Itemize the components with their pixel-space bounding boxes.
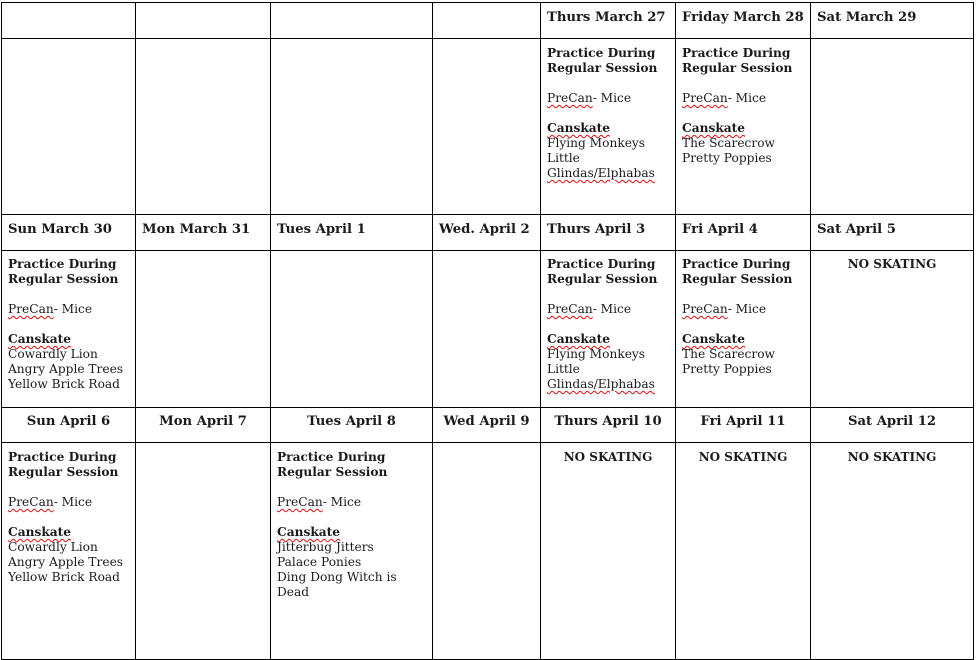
date-header-cell: Tues April 8 — [271, 408, 433, 443]
date-header-cell: Tues April 1 — [271, 215, 433, 251]
date-header-cell: Thurs April 10 — [541, 408, 676, 443]
skate-group — [547, 377, 669, 392]
schedule-calendar-table — [1, 2, 974, 660]
precan-group — [8, 302, 129, 317]
canskate-heading — [682, 332, 804, 347]
session-title: Practice During Regular Session — [547, 46, 658, 75]
date-header-cell: Mon April 7 — [136, 408, 271, 443]
date-header-cell: Thurs March 27 — [541, 3, 676, 39]
date-header-row — [2, 3, 974, 39]
canskate-label: Canskate — [682, 121, 746, 135]
skate-group: Palace Ponies — [277, 555, 362, 569]
precan-group-name: - Mice — [322, 495, 362, 509]
canskate-label: Canskate — [547, 332, 611, 346]
date-header-cell — [136, 3, 271, 39]
canskate-label: Canskate — [547, 121, 611, 135]
date-header-cell: Sat April 5 — [811, 215, 974, 251]
date-header-row — [2, 215, 974, 251]
canskate-label: Canskate — [277, 525, 341, 539]
skate-group-name: Glindas/Elphabas — [547, 377, 655, 391]
date-header-cell: Sun April 6 — [2, 408, 136, 443]
precan-group — [547, 91, 669, 106]
day-cell — [676, 251, 811, 408]
skate-group: Cowardly Lion — [8, 347, 98, 361]
session-title: Practice During Regular Session — [8, 257, 119, 286]
session-title: Practice During Regular Session — [547, 257, 658, 286]
no-skating-note: NO SKATING — [698, 450, 788, 464]
day-content-row — [2, 39, 974, 215]
canskate-heading — [547, 332, 669, 347]
precan-group — [547, 302, 669, 317]
day-cell — [2, 251, 136, 408]
skate-group: Flying Monkeys — [547, 136, 646, 150]
skate-group: Angry Apple Trees — [8, 555, 124, 569]
precan-group-name: - Mice — [53, 302, 93, 316]
precan-label: PreCan — [547, 302, 593, 316]
canskate-heading — [277, 525, 426, 540]
precan-label: PreCan — [8, 495, 54, 509]
precan-group — [682, 302, 804, 317]
skate-group: The Scarecrow — [682, 347, 775, 361]
date-header-cell: Sat April 12 — [811, 408, 974, 443]
date-header-cell: Fri April 11 — [676, 408, 811, 443]
precan-label: PreCan — [547, 91, 593, 105]
day-cell — [676, 39, 811, 215]
day-cell — [2, 39, 136, 215]
date-header-cell — [2, 3, 136, 39]
date-header-cell: Fri April 4 — [676, 215, 811, 251]
date-header-cell: Wed. April 2 — [433, 215, 541, 251]
day-cell — [676, 443, 811, 660]
date-header-cell: Mon March 31 — [136, 215, 271, 251]
skate-group: The Scarecrow — [682, 136, 775, 150]
precan-label: PreCan — [682, 91, 728, 105]
canskate-label: Canskate — [8, 525, 72, 539]
session-title: Practice During Regular Session — [277, 450, 388, 479]
day-cell — [271, 251, 433, 408]
no-skating-note: NO SKATING — [847, 257, 937, 271]
precan-group — [8, 495, 129, 510]
canskate-heading — [682, 121, 804, 136]
skate-group — [547, 166, 669, 181]
session-title: Practice During Regular Session — [682, 257, 793, 286]
date-header-cell — [433, 3, 541, 39]
canskate-heading — [8, 332, 129, 347]
day-cell — [136, 251, 271, 408]
skate-group: Jitterbug Jitters — [277, 540, 374, 554]
day-cell — [811, 443, 974, 660]
skate-group: Yellow Brick Road — [8, 377, 120, 391]
day-cell — [541, 251, 676, 408]
precan-label: PreCan — [8, 302, 54, 316]
day-cell — [271, 39, 433, 215]
skate-group: Little — [547, 151, 580, 165]
day-cell — [136, 443, 271, 660]
precan-group-name: - Mice — [727, 302, 767, 316]
skate-group: Pretty Poppies — [682, 151, 772, 165]
day-content-row — [2, 251, 974, 408]
skate-group: Cowardly Lion — [8, 540, 98, 554]
day-cell — [136, 39, 271, 215]
canskate-heading — [8, 525, 129, 540]
day-cell — [271, 443, 433, 660]
skate-group: Little — [547, 362, 580, 376]
no-skating-note: NO SKATING — [563, 450, 653, 464]
day-cell — [2, 443, 136, 660]
canskate-label: Canskate — [8, 332, 72, 346]
day-cell — [811, 251, 974, 408]
precan-group-name: - Mice — [53, 495, 93, 509]
day-content-row — [2, 443, 974, 660]
precan-group-name: - Mice — [592, 91, 632, 105]
date-header-cell — [271, 3, 433, 39]
date-header-cell: Sat March 29 — [811, 3, 974, 39]
skate-group-name: Glindas/Elphabas — [547, 166, 655, 180]
skate-group: Pretty Poppies — [682, 362, 772, 376]
day-cell — [433, 443, 541, 660]
session-title: Practice During Regular Session — [8, 450, 119, 479]
date-header-cell: Wed April 9 — [433, 408, 541, 443]
skate-group: Angry Apple Trees — [8, 362, 124, 376]
session-title: Practice During Regular Session — [682, 46, 793, 75]
skate-group: Flying Monkeys — [547, 347, 646, 361]
day-cell — [541, 443, 676, 660]
date-header-cell: Thurs April 3 — [541, 215, 676, 251]
day-cell — [541, 39, 676, 215]
precan-group — [277, 495, 426, 510]
no-skating-note: NO SKATING — [847, 450, 937, 464]
skate-group: Yellow Brick Road — [8, 570, 120, 584]
precan-group-name: - Mice — [592, 302, 632, 316]
date-header-cell: Friday March 28 — [676, 3, 811, 39]
skate-group: Ding Dong Witch is Dead — [277, 570, 397, 599]
day-cell — [433, 251, 541, 408]
precan-group-name: - Mice — [727, 91, 767, 105]
day-cell — [433, 39, 541, 215]
day-cell — [811, 39, 974, 215]
canskate-label: Canskate — [682, 332, 746, 346]
canskate-heading — [547, 121, 669, 136]
date-header-cell: Sun March 30 — [2, 215, 136, 251]
precan-label: PreCan — [277, 495, 323, 509]
precan-group — [682, 91, 804, 106]
date-header-row — [2, 408, 974, 443]
calendar-body — [2, 3, 974, 660]
precan-label: PreCan — [682, 302, 728, 316]
